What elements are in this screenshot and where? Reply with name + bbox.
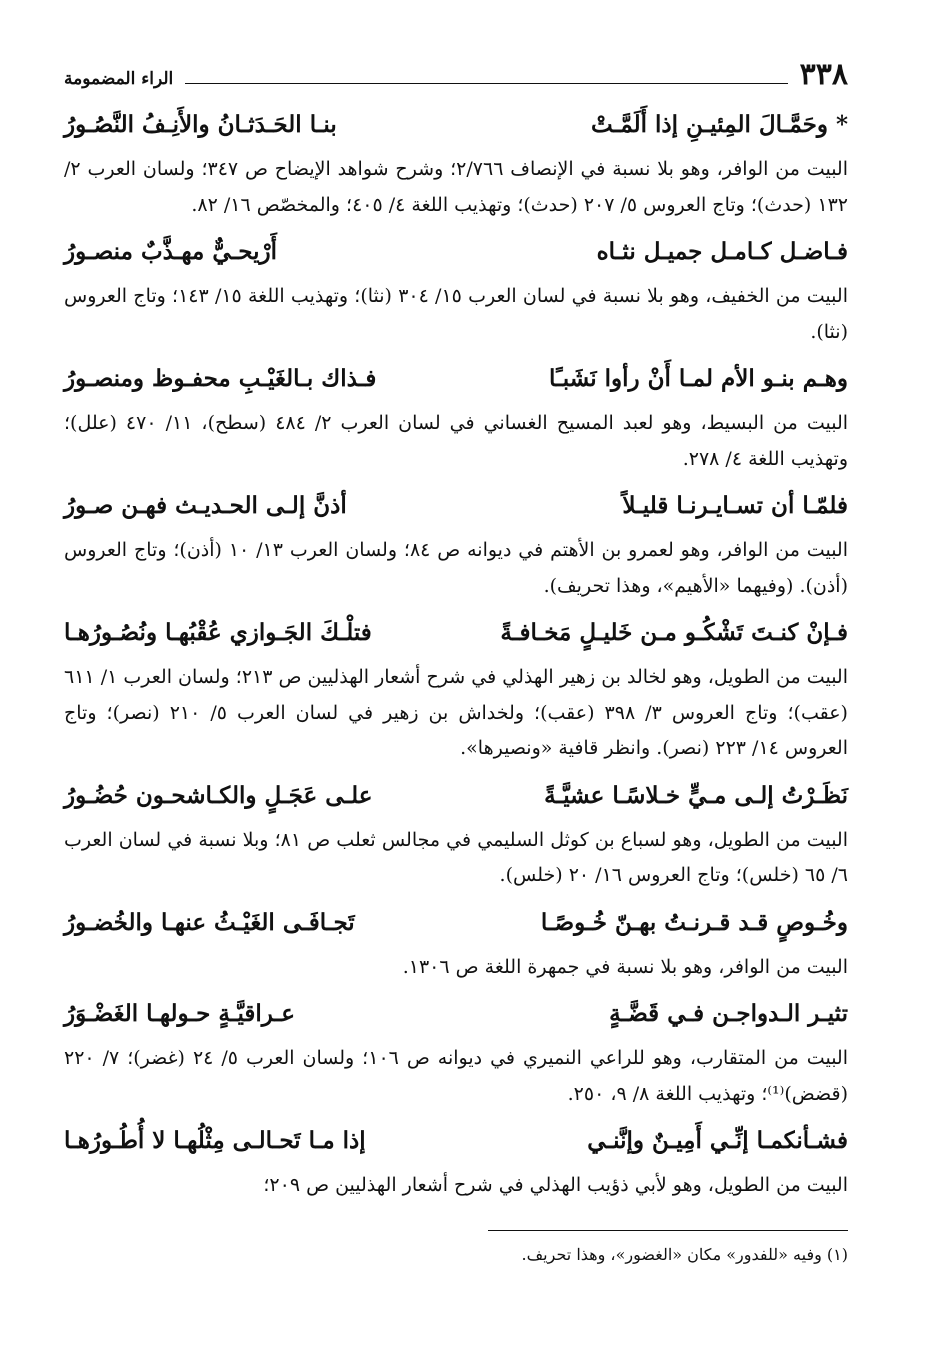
first-hemistich: فـإنْ كنـتَ تَشْكُـو مـن خَليـلٍ مَخـافـةً bbox=[500, 619, 848, 646]
first-hemistich: * وحَمَّـالَ المِئيـنِ إذا أَلَمَّـتْ bbox=[591, 111, 848, 138]
commentary: البيت من الطويل، وهو لسباع بن كوثل السليمي في مجالس ثعلب ص ٨١؛ وبلا نسبة في لسان العرب ٦/ ٦٥ (خلس)؛ وتاج العروس ١٦/ ٢٠ (خلس). bbox=[64, 828, 848, 886]
verse bbox=[64, 102, 848, 148]
commentary: البيت من الخفيف، وهو بلا نسبة في لسان العرب ١٥/ ٣٠٤ (نثا)؛ وتهذيب اللغة ١٥/ ١٤٣؛ وتاج العروس (نثا). bbox=[64, 285, 848, 343]
verse bbox=[64, 1118, 848, 1164]
entry bbox=[64, 900, 848, 986]
second-hemistich: عـراقيَّـةٍ حـولهـا الغَضْـوَرُ bbox=[64, 1000, 295, 1027]
second-hemistich: فتلْـكَ الجَـوازي عُقْبُهـا ونُصُـورُهـا bbox=[64, 619, 372, 646]
running-title: الراء المضمومة bbox=[64, 69, 174, 89]
page-header bbox=[64, 56, 848, 90]
page-number: ٣٣٨ bbox=[799, 57, 848, 92]
verse bbox=[64, 229, 848, 275]
first-hemistich: فلمّـا أن تسـايـرنـا قليـلاً bbox=[622, 492, 848, 519]
entry bbox=[64, 991, 848, 1112]
verse bbox=[64, 991, 848, 1037]
first-hemistich: فـاضـل كـامـل جميـل نثـاه bbox=[596, 238, 848, 265]
entry bbox=[64, 483, 848, 604]
verse bbox=[64, 900, 848, 946]
second-hemistich: بنـا الحَـدَثـانُ والأَنِـفُ النَّصُـورُ bbox=[64, 111, 337, 138]
entry bbox=[64, 102, 848, 223]
entry bbox=[64, 773, 848, 894]
entry bbox=[64, 229, 848, 350]
commentary: البيت من الطويل، وهو لخالد بن زهير الهذلي في شرح أشعار الهذليين ص ٢١٣؛ ولسان العرب ١/ ٦١١ (عقب)؛ وتاج العروس ٣/ ٣٩٨ (عقب)؛ ولخداش بن زهير في لسان العرب ٥/ ٢١٠ (نصر)؛ وتاج العروس ١٤/ ٢٢٣ (نصر). وانظر قافية «ونصيرها». bbox=[64, 666, 848, 759]
second-hemistich: أَرْيحـيٌّ مهـذَّبٌ منصـورُ bbox=[64, 238, 277, 265]
first-hemistich: تثيـر الـدواجـن فـي قَضَّـةٍ bbox=[609, 1000, 848, 1027]
first-hemistich: وخُـوصٍ قـد قـرنـتُ بهـنّ خُـوصًـا bbox=[540, 908, 848, 936]
entry bbox=[64, 356, 848, 477]
verse bbox=[64, 773, 848, 819]
commentary: البيت من الوافر، وهو لعمرو بن الأهتم في ديوانه ص ٨٤؛ ولسان العرب ١٣/ ١٠ (أذن)؛ وتاج العروس (أذن). (وفيهما «الأهيم»، وهذا تحريف). bbox=[64, 539, 849, 597]
entry bbox=[64, 610, 848, 767]
verse bbox=[64, 483, 848, 529]
commentary: البيت من الوافر، وهو بلا نسبة في الإنصاف ٢/٧٦٦؛ وشرح شواهد الإيضاح ص ٣٤٧؛ ولسان العرب ٢/ ١٣٢ (حدث)؛ وتاج العروس ٥/ ٢٠٧ (حدث)؛ وتهذيب اللغة ٤/ ٤٠٥؛ والمخصّص ١٦/ ٨٢. bbox=[64, 158, 848, 216]
footnote-rule bbox=[488, 1230, 848, 1231]
first-hemistich: فشـأنكمـا إنِّـي أَمِيـنٌ وإنَّنـي bbox=[587, 1127, 848, 1154]
commentary: البيت من المتقارب، وهو للراعي النميري في ديوانه ص ١٠٦؛ ولسان العرب ٥/ ٢٤ (غضر)؛ ٧/ ٢٢٠ (قضض)⁽¹⁾؛ وتهذيب اللغة ٨/ ٩، ٢٥٠. bbox=[64, 1047, 848, 1105]
second-hemistich: علـى عَجَـلٍ والكـاشحـون حُضُـورُ bbox=[64, 781, 373, 809]
first-hemistich: نَظَـرْتُ إلـى مـيٍّ خـلاسًـا عشيَّـةً bbox=[544, 781, 848, 809]
second-hemistich: إذا مـا تَحـالـى مِثْلُهـا لا أُطُـورُهـا bbox=[64, 1127, 366, 1154]
entries bbox=[64, 102, 848, 1204]
second-hemistich: فـذاك بـالغَيْـبِ محفـوظ ومنصـورُ bbox=[64, 365, 377, 392]
commentary: البيت من الوافر، وهو بلا نسبة في جمهرة اللغة ص ١٣٠٦. bbox=[402, 955, 848, 978]
verse bbox=[64, 356, 848, 402]
second-hemistich: تَجـافَـى الغَيْـثُ عنهـا والخُضـورُ bbox=[64, 908, 355, 936]
footnote: (١) وفيه «للفدور» مكان «الغضور»، وهذا تحريف. bbox=[521, 1245, 848, 1264]
header-rule bbox=[185, 83, 787, 84]
entry bbox=[64, 1118, 848, 1204]
page bbox=[64, 56, 848, 1210]
footnotes bbox=[64, 1230, 848, 1269]
commentary: البيت من البسيط، وهو لعبد المسيح الغساني في لسان العرب ٢/ ٤٨٤ (سطح)، ١١/ ٤٧٠ (علل)؛ وتهذيب اللغة ٤/ ٢٧٨. bbox=[64, 412, 849, 470]
first-hemistich: وهـم بنـو الأم لمـا أَنْ رأوا نَشَبـًا bbox=[549, 365, 848, 392]
second-hemistich: أذنَّ إلـى الحـديـث فهـن صـورُ bbox=[64, 492, 347, 519]
commentary: البيت من الطويل، وهو لأبي ذؤيب الهذلي في شرح أشعار الهذليين ص ٢٠٩؛ bbox=[263, 1174, 848, 1196]
verse bbox=[64, 610, 848, 656]
